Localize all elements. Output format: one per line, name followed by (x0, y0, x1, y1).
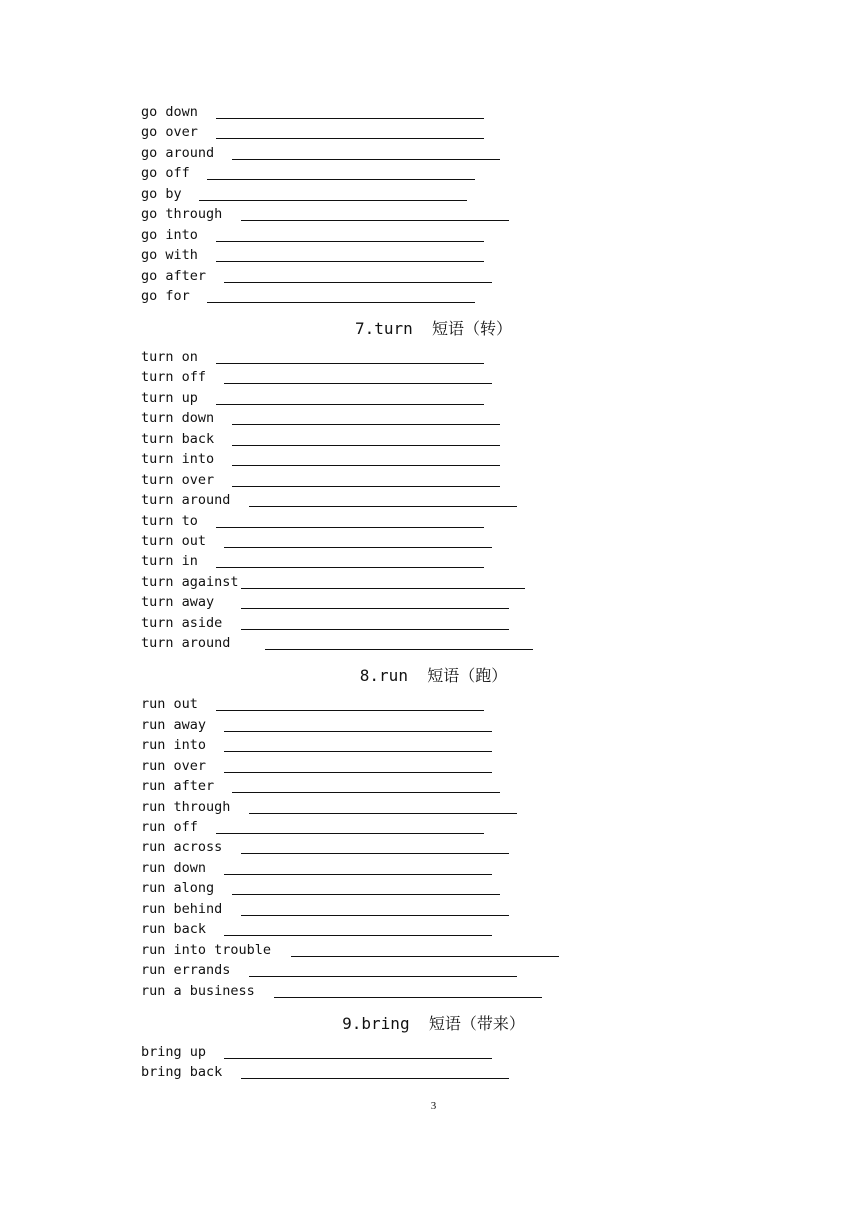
answer-blank[interactable] (207, 302, 475, 303)
answer-blank[interactable] (216, 363, 484, 364)
answer-blank[interactable] (249, 813, 517, 814)
phrase-text: run through (141, 799, 231, 815)
phrase-row (141, 406, 214, 426)
phrase-row (141, 264, 206, 284)
answer-blank[interactable] (224, 1058, 492, 1059)
phrase-row (141, 223, 198, 243)
phrase-text: go after (141, 268, 207, 284)
phrase-row (141, 365, 206, 385)
answer-blank[interactable] (224, 772, 492, 773)
phrase-text: turn up (141, 390, 198, 406)
phrase-row (141, 529, 206, 549)
phrase-text: run into trouble (141, 942, 272, 958)
phrase-text: turn in (141, 553, 198, 569)
answer-blank[interactable] (241, 588, 525, 589)
answer-blank[interactable] (241, 629, 509, 630)
answer-blank[interactable] (224, 731, 492, 732)
phrase-row (141, 447, 214, 467)
phrase-text: go with (141, 247, 198, 263)
phrase-text: go off (141, 165, 190, 181)
phrase-row (141, 795, 230, 815)
phrase-text: turn away (141, 594, 215, 610)
answer-blank[interactable] (232, 894, 500, 895)
phrase-text: go through (141, 206, 223, 222)
answer-blank[interactable] (241, 853, 509, 854)
phrase-row (141, 733, 206, 753)
answer-blank[interactable] (232, 486, 500, 487)
answer-blank[interactable] (291, 956, 559, 957)
phrase-row (141, 468, 214, 488)
phrase-row (141, 835, 222, 855)
phrase-row (141, 100, 198, 120)
phrase-row (141, 938, 271, 958)
phrase-text: bring up (141, 1044, 207, 1060)
phrase-row (141, 774, 214, 794)
phrase-row (141, 120, 198, 140)
phrase-text: turn off (141, 369, 207, 385)
phrase-text: run after (141, 778, 215, 794)
phrase-row (141, 488, 230, 508)
answer-blank[interactable] (232, 792, 500, 793)
phrase-row (141, 243, 198, 263)
phrase-row (141, 958, 230, 978)
phrase-text: turn out (141, 533, 207, 549)
phrase-row (141, 1040, 206, 1060)
phrase-text: run into (141, 737, 207, 753)
phrase-text: turn against (141, 574, 239, 590)
phrase-row (141, 509, 198, 529)
answer-blank[interactable] (199, 200, 467, 201)
phrase-text: go around (141, 145, 215, 161)
phrase-row (141, 549, 198, 569)
phrase-row (141, 611, 222, 631)
phrase-text: run along (141, 880, 215, 896)
section-heading: 9.bring 短语（带来） (342, 1014, 525, 1033)
phrase-text: run over (141, 758, 207, 774)
phrase-text: go by (141, 186, 182, 202)
answer-blank[interactable] (216, 241, 484, 242)
page-number: 3 (430, 1100, 437, 1112)
phrase-text: turn back (141, 431, 215, 447)
answer-blank[interactable] (241, 608, 509, 609)
phrase-row (141, 202, 222, 222)
answer-blank[interactable] (224, 874, 492, 875)
answer-blank[interactable] (241, 220, 509, 221)
phrase-text: turn down (141, 410, 215, 426)
section-heading: 7.turn 短语（转） (354, 319, 513, 338)
phrase-row (141, 1060, 222, 1080)
phrase-text: bring back (141, 1064, 223, 1080)
phrase-text: go into (141, 227, 198, 243)
phrase-row (141, 345, 198, 365)
answer-blank[interactable] (232, 465, 500, 466)
phrase-row (141, 815, 198, 835)
phrase-row (141, 182, 182, 202)
answer-blank[interactable] (224, 751, 492, 752)
answer-blank[interactable] (265, 649, 533, 650)
phrase-text: run errands (141, 962, 231, 978)
phrase-text: go down (141, 104, 198, 120)
answer-blank[interactable] (216, 833, 484, 834)
phrase-text: turn aside (141, 615, 223, 631)
phrase-text: turn around (141, 635, 231, 651)
phrase-row (141, 141, 214, 161)
answer-blank[interactable] (216, 138, 484, 139)
phrase-row (141, 876, 214, 896)
phrase-text: turn around (141, 492, 231, 508)
answer-blank[interactable] (224, 935, 492, 936)
answer-blank[interactable] (216, 527, 484, 528)
phrase-text: run off (141, 819, 198, 835)
answer-blank[interactable] (241, 915, 509, 916)
phrase-text: run down (141, 860, 207, 876)
phrase-text: run a business (141, 983, 255, 999)
phrase-text: run away (141, 717, 207, 733)
answer-blank[interactable] (241, 1078, 509, 1079)
answer-blank[interactable] (216, 404, 484, 405)
phrase-text: turn over (141, 472, 215, 488)
phrase-row (141, 692, 198, 712)
phrase-row (141, 856, 206, 876)
answer-blank[interactable] (249, 976, 517, 977)
answer-blank[interactable] (224, 383, 492, 384)
phrase-row (141, 917, 206, 937)
phrase-row (141, 631, 230, 651)
answer-blank[interactable] (249, 506, 517, 507)
phrase-text: run back (141, 921, 207, 937)
phrase-text: run across (141, 839, 223, 855)
answer-blank[interactable] (207, 179, 475, 180)
phrase-row (141, 386, 198, 406)
phrase-row (141, 284, 190, 304)
answer-blank[interactable] (216, 118, 484, 119)
phrase-row (141, 897, 222, 917)
answer-blank[interactable] (232, 159, 500, 160)
phrase-row (141, 427, 214, 447)
phrase-text: turn on (141, 349, 198, 365)
phrase-row (141, 979, 255, 999)
answer-blank[interactable] (224, 547, 492, 548)
phrase-text: turn to (141, 513, 198, 529)
answer-blank[interactable] (232, 445, 500, 446)
phrase-text: go over (141, 124, 198, 140)
phrase-row (141, 570, 239, 590)
phrase-text: turn into (141, 451, 215, 467)
answer-blank[interactable] (274, 997, 542, 998)
phrase-row (141, 161, 190, 181)
phrase-row (141, 754, 206, 774)
phrase-text: run out (141, 696, 198, 712)
answer-blank[interactable] (224, 282, 492, 283)
answer-blank[interactable] (216, 567, 484, 568)
phrase-text: go for (141, 288, 190, 304)
answer-blank[interactable] (216, 710, 484, 711)
phrase-text: run behind (141, 901, 223, 917)
answer-blank[interactable] (232, 424, 500, 425)
section-heading: 8.run 短语（跑） (359, 666, 508, 685)
answer-blank[interactable] (216, 261, 484, 262)
phrase-row (141, 713, 206, 733)
phrase-row (141, 590, 214, 610)
